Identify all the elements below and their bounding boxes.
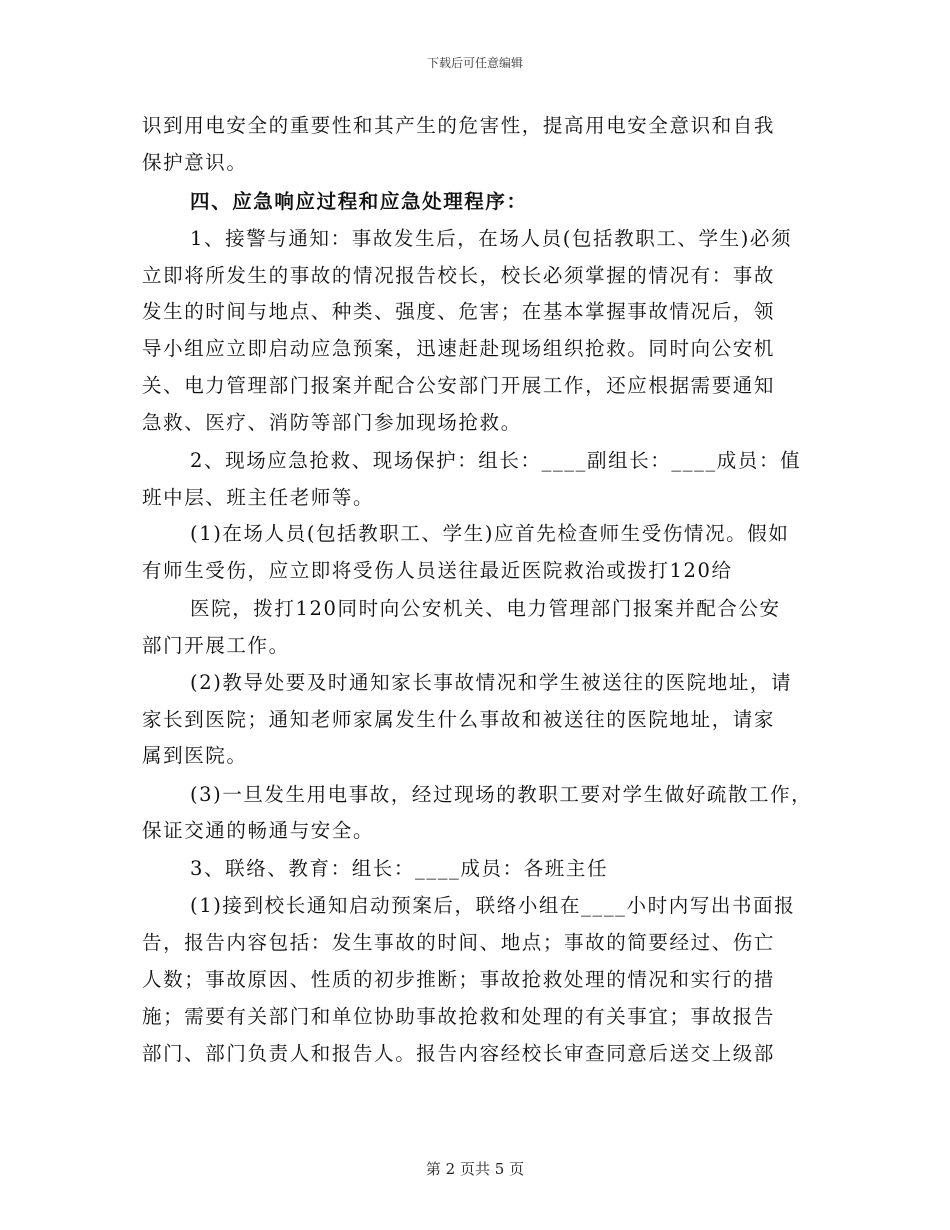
body-line: 人数；事故原因、性质的初步推断；事故抢救处理的情况和实行的措	[142, 968, 776, 991]
body-line: 关、电力管理部门报案并配合公安部门开展工作，还应根据需要通知	[142, 374, 776, 397]
body-line: 部门开展工作。	[142, 634, 290, 657]
body-line: 立即将所发生的事故的情况报告校长，校长必须掌握的情况有：事故	[142, 264, 776, 287]
body-line: 2、现场应急抢救、现场保护：组长：____副组长：____成员：值	[190, 449, 802, 472]
body-line: 告，报告内容包括：发生事故的时间、地点；事故的简要经过、伤亡	[142, 931, 776, 954]
page-header: 下载后可任意编辑	[426, 56, 523, 70]
body-line: 识到用电安全的重要性和其产生的危害性，提高用电安全意识和自我	[142, 114, 776, 137]
page-footer: 第 2 页共 5 页	[425, 1160, 525, 1178]
body-line: 施；需要有关部门和单位协助事故抢救和处理的有关事宜；事故报告	[142, 1005, 776, 1028]
body-line: 医院，拨打120同时向公安机关、电力管理部门报案并配合公安	[190, 597, 781, 620]
body-line: (2)教导处要及时通知家长事故情况和学生被送往的医院地址，请	[190, 671, 793, 694]
body-line: 3、联络、教育：组长：____成员：各班主任	[190, 857, 609, 880]
body-line: (1)接到校长通知启动预案后，联络小组在____小时内写出书面报	[190, 894, 796, 917]
body-line: 有师生受伤，应立即将受伤人员送往最近医院救治或拨打120给	[142, 559, 733, 582]
body-line: 发生的时间与地点、种类、强度、危害；在基本掌握事故情况后，领	[142, 300, 776, 323]
body-line: (1)在场人员(包括教职工、学生)应首先检查师生受伤情况。假如	[190, 522, 790, 545]
section-heading: 四、应急响应过程和应急处理程序：	[190, 190, 528, 213]
body-line: 家长到医院；通知老师家属发生什么事故和被送往的医院地址，请家	[142, 708, 776, 731]
body-line: 导小组应立即启动应急预案，迅速赶赴现场组织抢救。同时向公安机	[142, 337, 776, 360]
body-line: 保证交通的畅通与安全。	[142, 819, 375, 842]
body-line: 属到医院。	[142, 744, 248, 767]
body-line: 保护意识。	[142, 151, 248, 174]
body-line: 班中层、班主任老师等。	[142, 486, 375, 509]
body-line: (3)一旦发生用电事故，经过现场的教职工要对学生做好疏散工作，	[190, 783, 813, 806]
body-line: 1、接警与通知：事故发生后，在场人员(包括教职工、学生)必须	[190, 227, 793, 250]
body-line: 急救、医疗、消防等部门参加现场抢救。	[142, 411, 522, 434]
body-line: 部门、部门负责人和报告人。报告内容经校长审查同意后送交上级部	[142, 1042, 776, 1065]
